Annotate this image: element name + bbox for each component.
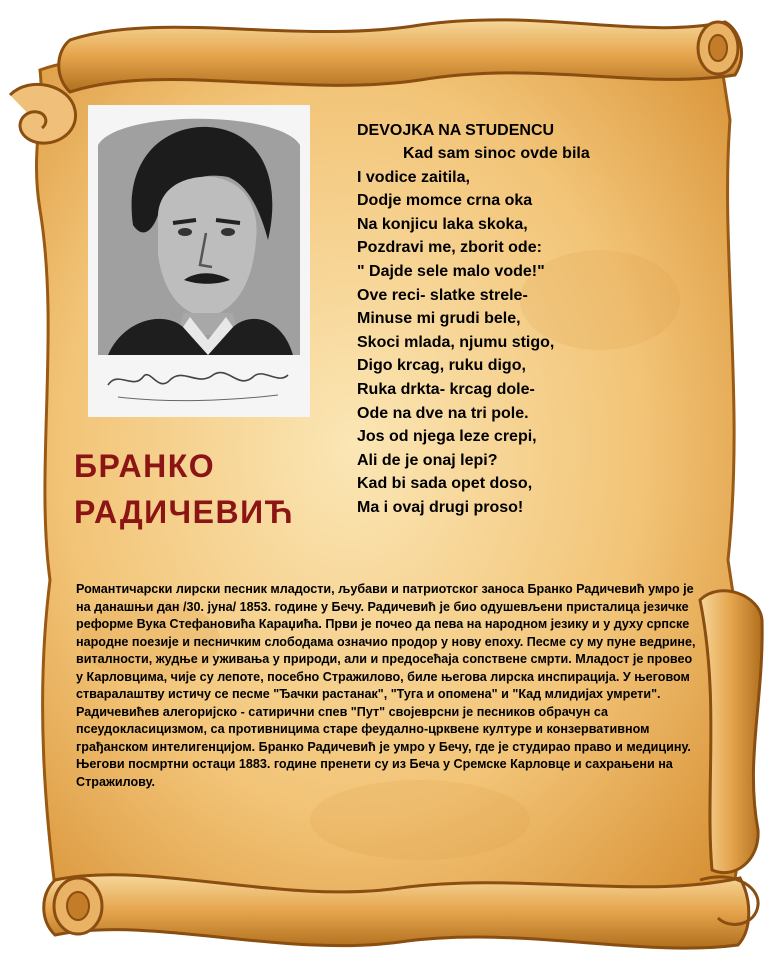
poem-line: Kad bi sada opet doso, bbox=[357, 475, 533, 493]
poet-portrait bbox=[88, 105, 310, 417]
poem-line: Pozdravi me, zborit ode: bbox=[357, 239, 542, 257]
poem-line: Minuse mi grudi bele, bbox=[357, 310, 521, 328]
poem-line: Digo krcag, ruku digo, bbox=[357, 357, 526, 375]
biography-text: Романтичарски лирски песник младости, љубави и патриотског заноса Бранко Радичевић умро је на данашњи дан /30. јуна/ 1853. године у Бечу. Радичевић је био одушевљени присталица језичке реформе Вука Стефановића Караџића. Први је почео да пева на народном језику и у духу српске народне поезије и песничким слободама означио продор у нову епоху. Песме су му пуне ведрине, виталности, жудње и уживања у природи, али и предосећаја сопствене смрти. Младост је провео у Карловцима, чије су лепоте, посебно Стражилово, биле његова лирска инспирација. У његовом стваралаштву истичу се песме "Ђачки растанак", "Туга и опомена" и "Кад млидијах умрети". Радичевићев алегоријско - сатирични спев "Пут" својеврсни је песников обрачун са псеудокласицизмом, са противницима старе феудално-црквене културе и конзервативном грађанском интелигенцијом. Бранко Радичевић је умро у Бечу, где је студирао право и медицину. Његови посмртни остаци 1883. године пренети су из Беча у Сремске Карловце и сахрањени на Стражилову. bbox=[76, 582, 696, 789]
poem-lines bbox=[357, 142, 677, 520]
poem-line: Jos od njega leze crepi, bbox=[357, 428, 537, 446]
poet-last-name: РАДИЧЕВИЋ bbox=[74, 494, 295, 530]
poem-line: Ove reci- slatke strele- bbox=[357, 286, 528, 304]
poem-line: Ma i ovaj drugi proso! bbox=[357, 498, 524, 516]
poem-line: Kad sam sinoc ovde bila bbox=[403, 145, 590, 162]
poem-line: " Dajde sele malo vode!" bbox=[357, 262, 545, 280]
poem-line: Ali de je onaj lepi? bbox=[357, 451, 498, 469]
poem-title: DEVOJKA NA STUDENCU bbox=[357, 122, 555, 139]
poem-line: Ruka drkta- krcag dole- bbox=[357, 380, 535, 398]
poem-block bbox=[357, 120, 677, 520]
poem-line: I vodice zaitila, bbox=[357, 168, 470, 186]
poem-line: Ode na dve na tri pole. bbox=[357, 404, 529, 422]
poet-first-name: БРАНКО bbox=[74, 448, 216, 484]
poem-line: Na konjicu laka skoka, bbox=[357, 215, 528, 233]
poem-line: Dodje momce crna oka bbox=[357, 192, 533, 210]
poem-line: Skoci mlada, njumu stigo, bbox=[357, 333, 555, 351]
